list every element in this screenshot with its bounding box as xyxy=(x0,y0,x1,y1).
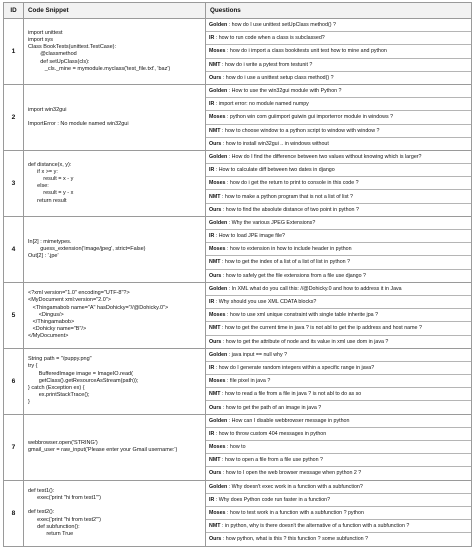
question-item xyxy=(206,203,471,216)
question-text: How to calculate diff between two dates in django xyxy=(218,167,335,174)
label-separator: : xyxy=(221,404,226,411)
question-line xyxy=(206,203,471,216)
header-questions: Questions xyxy=(206,3,472,19)
model-label: NMT xyxy=(209,457,221,464)
label-separator: : xyxy=(227,483,232,490)
question-text: how to make a python program that is not a list of list ? xyxy=(224,193,353,200)
label-separator: : xyxy=(227,219,232,226)
question-text: how to install win32gui .. in windows without xyxy=(225,140,329,147)
question-text: how do i get the return to print to console in this code ? xyxy=(229,180,359,187)
question-item xyxy=(206,322,471,335)
question-text: how to choose window to a python script to window with window ? xyxy=(224,127,380,134)
question-text: how to open a file from a file use python ? xyxy=(224,457,323,464)
label-separator: : xyxy=(221,338,226,345)
question-text: how do I use unittest setUpClass method() ? xyxy=(231,22,336,29)
label-separator: : xyxy=(225,510,230,517)
question-item xyxy=(206,481,471,494)
code-snippet: import win32gui ImportError : No module named win32gui xyxy=(24,84,206,150)
model-label: Ours xyxy=(209,536,222,543)
question-item xyxy=(206,467,471,480)
question-item xyxy=(206,177,471,190)
label-separator: : xyxy=(227,351,232,358)
questions-list xyxy=(206,19,471,84)
question-line xyxy=(206,230,471,243)
model-label: IR xyxy=(209,101,215,108)
question-text: in python, why is there doesn't the alternative of a function with a subfunction ? xyxy=(224,523,410,530)
questions-cell xyxy=(206,19,472,85)
model-label: Moses xyxy=(209,48,226,55)
questions-cell xyxy=(206,216,472,282)
header-code: Code Snippet xyxy=(24,3,206,19)
model-label: Ours xyxy=(209,338,222,345)
question-text: how to get the attribute of node and its value in xml use dom in java ? xyxy=(225,338,389,345)
row-id: 5 xyxy=(4,282,24,348)
question-item xyxy=(206,533,471,546)
question-line xyxy=(206,71,471,84)
questions-list xyxy=(206,415,471,480)
question-item xyxy=(206,137,471,150)
code-snippet: def test1(): exec('print "hi from test1"') def test2(): exec('print "hi from test2"') def subfunction(): return True xyxy=(24,480,206,546)
question-line xyxy=(206,493,471,506)
question-line xyxy=(206,454,471,467)
model-label: NMT xyxy=(209,127,221,134)
label-separator: : xyxy=(225,114,230,121)
model-label: NMT xyxy=(209,523,221,530)
question-text: how to run code when a class is subclassed? xyxy=(218,35,325,42)
table-row xyxy=(4,480,472,546)
model-label: Golden xyxy=(209,153,228,160)
question-line xyxy=(206,388,471,401)
row-id: 4 xyxy=(4,216,24,282)
code-snippet: def distance(x, y): if x >= y: result = x - y else: result = y - x return result xyxy=(24,150,206,216)
row-id: 6 xyxy=(4,348,24,414)
model-label: Golden xyxy=(209,88,228,95)
question-item xyxy=(206,349,471,362)
model-label: Ours xyxy=(209,140,222,147)
model-label: Ours xyxy=(209,206,222,213)
questions-list xyxy=(206,283,471,348)
question-text: Why does Python code run faster in a function? xyxy=(218,496,331,503)
question-item xyxy=(206,283,471,296)
question-item xyxy=(206,151,471,164)
label-separator: : xyxy=(220,127,225,134)
label-separator: : xyxy=(221,140,226,147)
question-line xyxy=(206,58,471,71)
label-separator: : xyxy=(220,457,225,464)
question-item xyxy=(206,506,471,519)
model-label: Golden xyxy=(209,285,228,292)
question-item xyxy=(206,256,471,269)
question-item xyxy=(206,71,471,84)
questions-cell xyxy=(206,150,472,216)
table-body xyxy=(4,19,472,547)
header-row xyxy=(4,3,472,19)
label-separator: : xyxy=(221,74,226,81)
questions-list xyxy=(206,481,471,546)
question-item xyxy=(206,217,471,230)
question-line xyxy=(206,361,471,374)
question-text: Why should you use XML CDATA blocks? xyxy=(218,299,317,306)
question-item xyxy=(206,243,471,256)
question-item xyxy=(206,427,471,440)
question-text: Why the various JPEG Extensions? xyxy=(231,219,316,226)
row-id: 8 xyxy=(4,480,24,546)
label-separator: : xyxy=(225,180,230,187)
questions-cell xyxy=(206,282,472,348)
question-item xyxy=(206,269,471,282)
question-line xyxy=(206,32,471,45)
label-separator: : xyxy=(214,233,219,240)
question-line xyxy=(206,137,471,150)
question-item xyxy=(206,230,471,243)
label-separator: : xyxy=(225,48,230,55)
model-label: Ours xyxy=(209,74,222,81)
label-separator: : xyxy=(227,153,232,160)
model-label: IR xyxy=(209,35,215,42)
label-separator: : xyxy=(225,444,230,451)
label-separator: : xyxy=(220,61,225,68)
model-label: NMT xyxy=(209,193,221,200)
question-text: how python, what is this ? this function ? some subfunction ? xyxy=(225,536,369,543)
question-line xyxy=(206,467,471,480)
question-line xyxy=(206,441,471,454)
question-line xyxy=(206,217,471,230)
model-label: Moses xyxy=(209,180,226,187)
question-text: how to test work in a function with a subfunction ? python xyxy=(229,510,364,517)
question-line xyxy=(206,427,471,440)
table-row xyxy=(4,348,472,414)
label-separator: : xyxy=(225,312,230,319)
question-item xyxy=(206,111,471,124)
question-line xyxy=(206,506,471,519)
question-item xyxy=(206,164,471,177)
question-text: how to I open the web browser message when python 2 ? xyxy=(225,470,362,477)
question-text: How can I disable webbrowser message in python xyxy=(231,417,350,424)
question-text: file pixel in java ? xyxy=(229,378,271,385)
question-line xyxy=(206,481,471,494)
row-id: 3 xyxy=(4,150,24,216)
question-text: how to safely get the file extensions from a file use django ? xyxy=(225,272,366,279)
question-text: how do i write a pytest from testunit ? xyxy=(224,61,313,68)
model-label: Ours xyxy=(209,272,222,279)
question-item xyxy=(206,309,471,322)
question-item xyxy=(206,45,471,58)
label-separator: : xyxy=(227,22,232,29)
code-snippet: In[2] : mimetypes. guess_extension('image/jpeg', strict=False) Out[2] : '.jpe' xyxy=(24,216,206,282)
model-label: IR xyxy=(209,299,215,306)
question-line xyxy=(206,401,471,414)
question-text: import error: no module named numpy xyxy=(218,101,309,108)
label-separator: : xyxy=(220,193,225,200)
label-separator: : xyxy=(220,325,225,332)
question-line xyxy=(206,349,471,362)
question-item xyxy=(206,58,471,71)
question-item xyxy=(206,415,471,428)
question-line xyxy=(206,98,471,111)
model-label: Golden xyxy=(209,22,228,29)
question-text: Why doesn't exec work in a function with a subfunction? xyxy=(231,483,363,490)
question-line xyxy=(206,124,471,137)
model-label: NMT xyxy=(209,259,221,266)
label-separator: : xyxy=(214,299,219,306)
question-item xyxy=(206,454,471,467)
question-line xyxy=(206,151,471,164)
questions-cell xyxy=(206,348,472,414)
question-line xyxy=(206,190,471,203)
label-separator: : xyxy=(221,536,226,543)
label-separator: : xyxy=(221,470,226,477)
label-separator: : xyxy=(214,364,219,371)
question-text: how to get the current time in java ? is not abl to get the ip address and host name ? xyxy=(224,325,422,332)
question-item xyxy=(206,375,471,388)
question-text: how to throw custom 404 messages in python xyxy=(218,430,327,437)
question-text: java input == null why ? xyxy=(231,351,288,358)
question-line xyxy=(206,283,471,296)
question-text: how to read a file from a file in java ? is not abl to do as so xyxy=(224,391,362,398)
question-line xyxy=(206,177,471,190)
model-label: IR xyxy=(209,167,215,174)
code-snippet: import unittest import sys Class BookTests(unittest.TestCase): @classmethod def setUpClass(cls): _cls._mine = mymodule.myclass('test_file.txt', 'baz') xyxy=(24,19,206,85)
code-snippet: String path = "/puppy.png" try { BufferedImage image = ImageIO.read( getClass().getResourceAsStream(path)); } catch (Exception ex) { ex.printStackTrace(); } xyxy=(24,348,206,414)
question-line xyxy=(206,533,471,546)
model-label: Moses xyxy=(209,510,226,517)
question-line xyxy=(206,335,471,348)
question-line xyxy=(206,164,471,177)
table-row xyxy=(4,216,472,282)
model-label: NMT xyxy=(209,325,221,332)
row-id: 2 xyxy=(4,84,24,150)
question-item xyxy=(206,361,471,374)
question-text: how to extension in how to include header in python xyxy=(229,246,352,253)
table-row xyxy=(4,19,472,85)
model-label: Ours xyxy=(209,470,222,477)
question-text: how to use xml unique constraint with single table inherite jpa ? xyxy=(229,312,379,319)
question-text: How do I find the difference between two values without knowing which is larger? xyxy=(231,153,422,160)
question-line xyxy=(206,375,471,388)
code-snippet: <?xml version="1.0" encoding="UTF-8"?> <MyDocument xml:version="2.0"> <Thingamabob name="A" hasDohicky="//@Dohicky.0"> <Dingus/> </Thingamabob> <Dohicky name="B"/> </MyDocument> xyxy=(24,282,206,348)
question-line xyxy=(206,309,471,322)
question-item xyxy=(206,441,471,454)
model-label: Moses xyxy=(209,444,226,451)
question-item xyxy=(206,401,471,414)
question-text: How to use the win32gui module with Python ? xyxy=(231,88,342,95)
question-line xyxy=(206,322,471,335)
label-separator: : xyxy=(214,430,219,437)
question-text: how to xyxy=(229,444,246,451)
label-separator: : xyxy=(220,523,225,530)
question-line xyxy=(206,111,471,124)
table-row xyxy=(4,150,472,216)
model-label: NMT xyxy=(209,391,221,398)
question-line xyxy=(206,256,471,269)
question-text: how to get the index of a list of a list of list in python ? xyxy=(224,259,351,266)
question-item xyxy=(206,32,471,45)
table-row xyxy=(4,282,472,348)
code-snippet: webbrowser.open('STRING') gmail_user = raw_input('Please enter your Gmail username:') xyxy=(24,414,206,480)
question-text: how do i import a class bookitests unit test how to mine and python xyxy=(229,48,387,55)
header-id: ID xyxy=(4,3,24,19)
question-item xyxy=(206,124,471,137)
question-text: In XML what do you call this: //@Dohicky.0 and how to address it in Java xyxy=(231,285,402,292)
question-item xyxy=(206,85,471,98)
question-line xyxy=(206,269,471,282)
model-label: Moses xyxy=(209,312,226,319)
table-row xyxy=(4,414,472,480)
questions-cell xyxy=(206,84,472,150)
label-separator: : xyxy=(221,206,226,213)
model-label: Moses xyxy=(209,246,226,253)
model-label: Moses xyxy=(209,114,226,121)
question-text: how do i use a unittest setup class method() ? xyxy=(225,74,334,81)
table-row xyxy=(4,84,472,150)
question-item xyxy=(206,388,471,401)
label-separator: : xyxy=(227,417,232,424)
label-separator: : xyxy=(225,378,230,385)
question-line xyxy=(206,295,471,308)
label-separator: : xyxy=(221,272,226,279)
model-label: Moses xyxy=(209,378,226,385)
model-label: Ours xyxy=(209,404,222,411)
label-separator: : xyxy=(227,88,232,95)
question-item xyxy=(206,493,471,506)
label-separator: : xyxy=(214,167,219,174)
model-label: IR xyxy=(209,233,215,240)
question-item xyxy=(206,19,471,32)
model-label: Golden xyxy=(209,417,228,424)
question-text: python win com guiimport guiwin gui importerror module in windows ? xyxy=(229,114,394,121)
questions-cell xyxy=(206,480,472,546)
question-text: How to load JPE image file? xyxy=(218,233,285,240)
question-line xyxy=(206,415,471,428)
model-label: IR xyxy=(209,430,215,437)
questions-cell xyxy=(206,414,472,480)
questions-list xyxy=(206,349,471,414)
label-separator: : xyxy=(220,259,225,266)
label-separator: : xyxy=(214,35,219,42)
model-label: IR xyxy=(209,496,215,503)
model-label: NMT xyxy=(209,61,221,68)
comparison-table xyxy=(3,2,472,547)
question-item xyxy=(206,335,471,348)
question-line xyxy=(206,85,471,98)
label-separator: : xyxy=(220,391,225,398)
questions-list xyxy=(206,151,471,216)
questions-list xyxy=(206,85,471,150)
question-item xyxy=(206,295,471,308)
label-separator: : xyxy=(214,496,219,503)
label-separator: : xyxy=(214,101,219,108)
question-item xyxy=(206,98,471,111)
question-text: how to find the absolute distance of two point in python ? xyxy=(225,206,359,213)
model-label: Golden xyxy=(209,219,228,226)
question-line xyxy=(206,45,471,58)
question-text: how do I generate random integers within a specific range in java? xyxy=(218,364,375,371)
question-line xyxy=(206,243,471,256)
label-separator: : xyxy=(225,246,230,253)
row-id: 1 xyxy=(4,19,24,85)
row-id: 7 xyxy=(4,414,24,480)
question-item xyxy=(206,190,471,203)
question-line xyxy=(206,19,471,32)
model-label: Golden xyxy=(209,351,228,358)
question-text: how to get the path of an image in java ? xyxy=(225,404,322,411)
model-label: Golden xyxy=(209,483,228,490)
label-separator: : xyxy=(227,285,232,292)
questions-list xyxy=(206,217,471,282)
model-label: IR xyxy=(209,364,215,371)
